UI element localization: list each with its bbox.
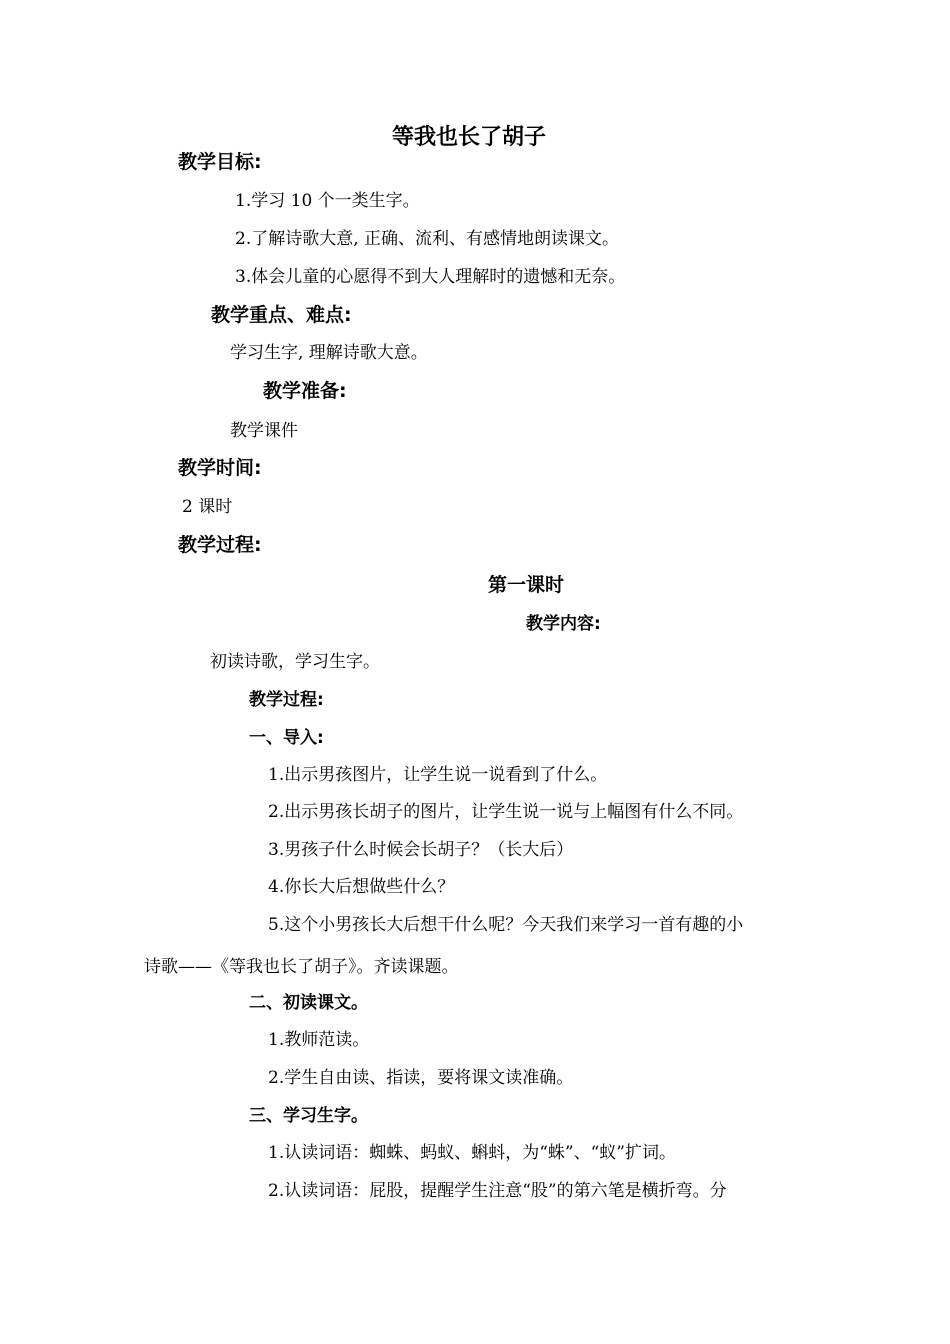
document-title: 等我也长了胡子 [392, 125, 547, 150]
section1-item: 1.出示男孩图片，让学生说一说看到了什么。 [268, 765, 608, 785]
objective-item: 2.了解诗歌大意, 正确、流利、有感情地朗读课文。 [235, 229, 620, 249]
objective-item: 3.体会儿童的心愿得不到大人理解时的遗憾和无奈。 [235, 267, 626, 287]
section2-item: 1.教师范读。 [268, 1030, 370, 1050]
lesson1-heading: 第一课时 [488, 574, 565, 596]
objective-item: 1.学习 10 个一类生字。 [235, 191, 420, 211]
section2-item: 2.学生自由读、指读，要将课文读准确。 [268, 1068, 574, 1088]
preparation-text: 教学课件 [230, 421, 298, 441]
objectives-heading: 教学目标: [178, 151, 262, 173]
section1-item-continuation: 诗歌——《等我也长了胡子》。齐读课题。 [144, 957, 459, 977]
section3-item: 1.认读词语：蜘蛛、蚂蚁、蝌蚪，为“蛛”、“蚁”扩词。 [268, 1143, 676, 1163]
section2-heading: 二、初读课文。 [249, 993, 368, 1013]
preparation-heading: 教学准备: [263, 380, 347, 402]
key-points-text: 学习生字, 理解诗歌大意。 [230, 343, 428, 363]
section1-item: 3.男孩子什么时候会长胡子？（长大后） [268, 840, 574, 860]
time-text: 2 课时 [182, 497, 233, 517]
section1-item: 2.出示男孩长胡子的图片，让学生说一说与上幅图有什么不同。 [268, 802, 744, 822]
lesson1-content-heading: 教学内容: [526, 614, 601, 634]
section3-heading: 三、学习生字。 [249, 1106, 368, 1126]
section1-item: 4.你长大后想做些什么？ [268, 877, 455, 897]
lesson1-content-text: 初读诗歌，学习生字。 [210, 652, 380, 672]
section1-heading: 一、导入: [249, 728, 324, 748]
section1-item: 5.这个小男孩长大后想干什么呢？今天我们来学习一首有趣的小 [268, 915, 744, 935]
key-points-heading: 教学重点、难点: [211, 304, 352, 326]
lesson1-process-heading: 教学过程: [249, 690, 324, 710]
process-heading: 教学过程: [178, 534, 262, 556]
time-heading: 教学时间: [178, 457, 262, 479]
section3-item: 2.认读词语：屁股，提醒学生注意“股”的第六笔是横折弯。分 [268, 1181, 727, 1201]
